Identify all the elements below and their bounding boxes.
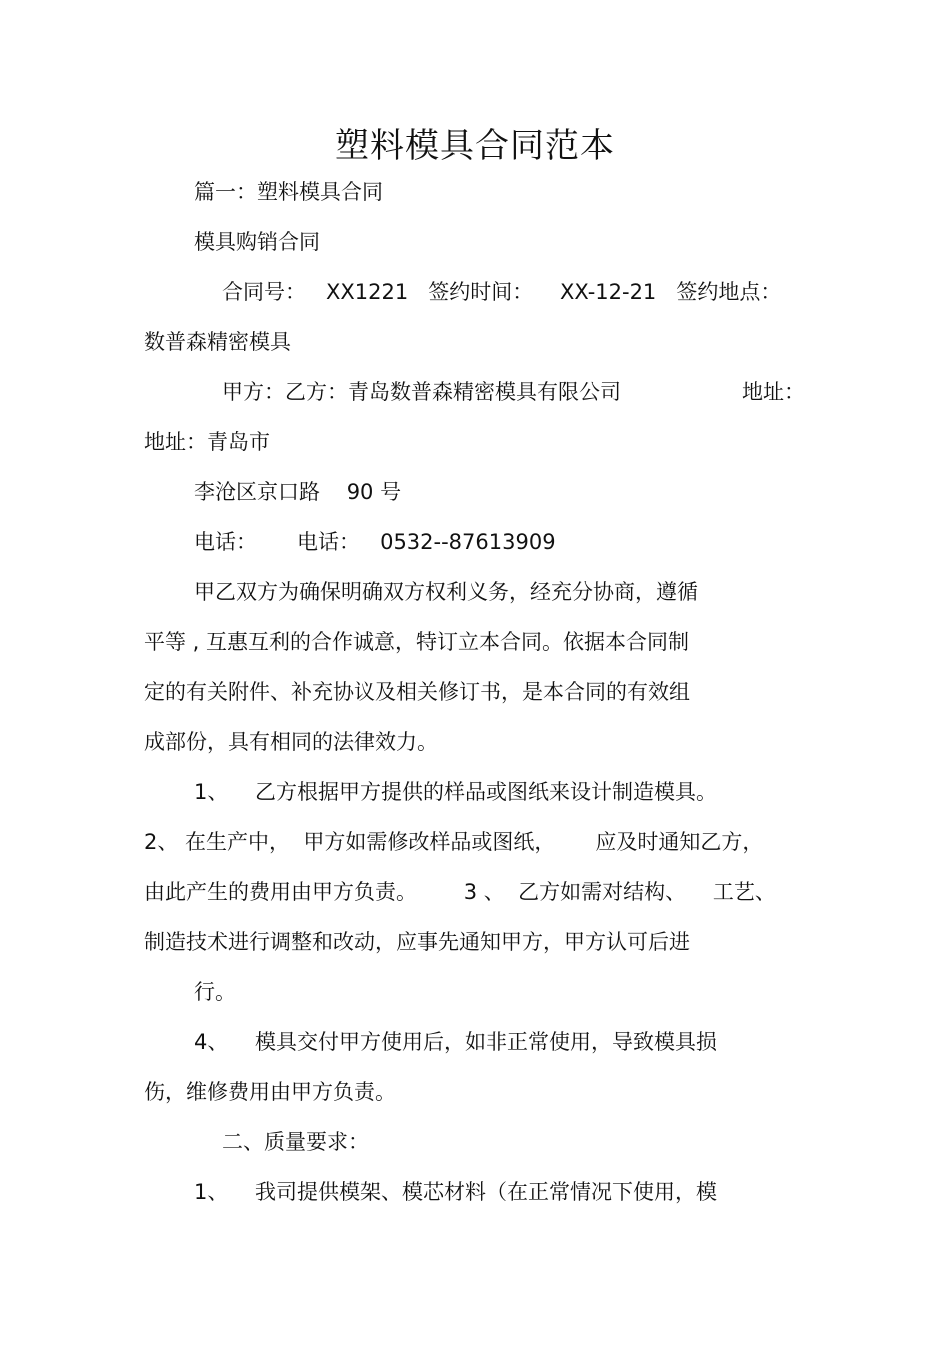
section-heading-2: 二、质量要求： bbox=[222, 1130, 369, 1154]
address-line-2: 李沧区京口路 90 号 bbox=[194, 480, 402, 504]
paragraph-line: 定的有关附件、补充协议及相关修订书，是本合同的有效组 bbox=[144, 680, 690, 704]
clause-line: 1、 我司提供模架、模芯材料（在正常情况下使用，模 bbox=[194, 1180, 718, 1204]
address-line-1: 地址：青岛市 bbox=[144, 430, 270, 454]
signing-place: 数普森精密模具 bbox=[144, 330, 291, 354]
contract-name: 模具购销合同 bbox=[194, 230, 320, 254]
phone-line: 电话： 电话： 0532--87613909 bbox=[194, 530, 556, 554]
document-title: 塑料模具合同范本 bbox=[335, 126, 615, 166]
clause-line: 1、 乙方根据甲方提供的样品或图纸来设计制造模具。 bbox=[194, 780, 718, 804]
paragraph-line: 成部份，具有相同的法律效力。 bbox=[144, 730, 438, 754]
clause-line: 由此产生的费用由甲方负责。 3 、 乙方如需对结构、 工艺、 bbox=[144, 880, 776, 904]
address-label: 地址： bbox=[742, 380, 805, 404]
section-heading-1: 篇一：塑料模具合同 bbox=[194, 180, 383, 204]
paragraph-line: 平等 , 互惠互利的合作诚意，特订立本合同。依据本合同制 bbox=[144, 630, 690, 654]
paragraph-line: 甲乙双方为确保明确双方权利义务，经充分协商，遵循 bbox=[194, 580, 698, 604]
contract-info-line: 合同号： XX1221 签约时间： XX-12-21 签约地点： bbox=[222, 280, 782, 304]
clause-line: 制造技术进行调整和改动，应事先通知甲方，甲方认可后进 bbox=[144, 930, 690, 954]
clause-line: 4、 模具交付甲方使用后，如非正常使用，导致模具损 bbox=[194, 1030, 718, 1054]
parties-line: 甲方：乙方：青岛数普森精密模具有限公司 bbox=[222, 380, 621, 404]
clause-line: 行。 bbox=[194, 980, 236, 1004]
clause-line: 2、 在生产中， 甲方如需修改样品或图纸， 应及时通知乙方， bbox=[144, 830, 764, 854]
clause-line: 伤，维修费用由甲方负责。 bbox=[144, 1080, 396, 1104]
